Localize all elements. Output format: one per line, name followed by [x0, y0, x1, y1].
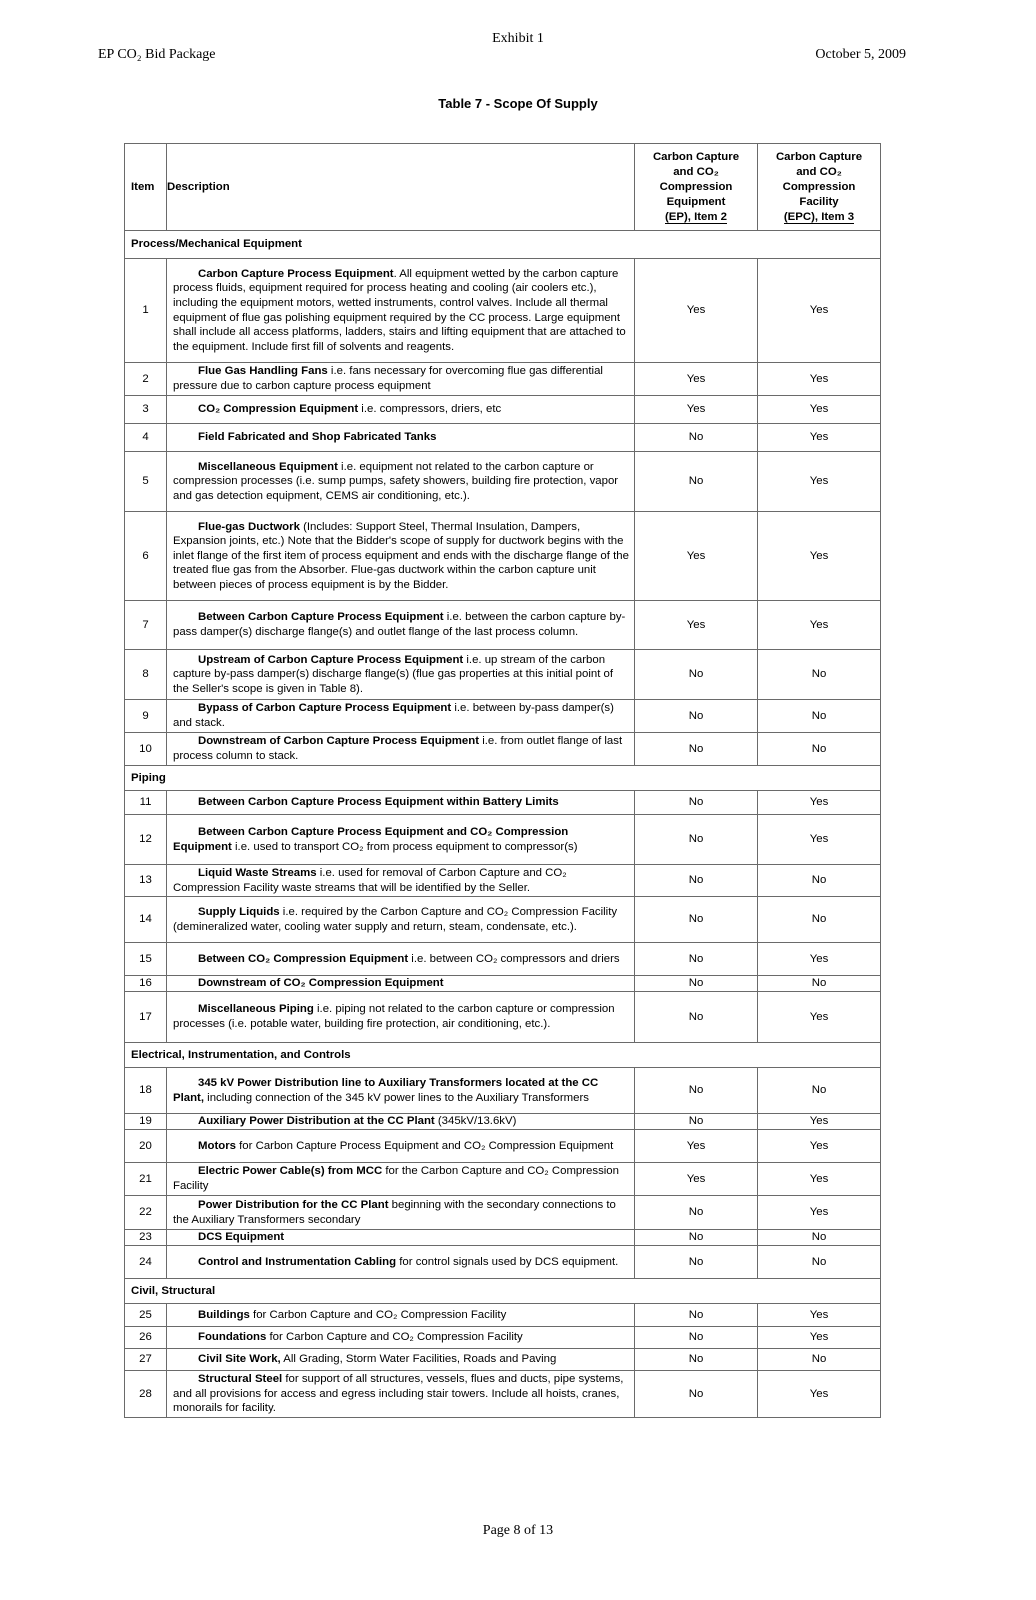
epc-scope-value: Yes [758, 791, 881, 815]
table-row [125, 1163, 881, 1196]
ep-scope-value: No [635, 1068, 758, 1114]
table-row [125, 1230, 881, 1246]
epc-scope-value: Yes [758, 943, 881, 976]
item-detail: . All equipment wetted by the carbon capture process fluids, equipment required for process heating and cooling (air coolers etc.), including the equipment motors, wetted instruments, control valves. Include all thermal equipment of flue gas polishing equipment required by the CC process. Large equipment shall include all access platforms, ladders, stairs and lifting equipment that are attached to the equipment. Include first fill of solvents and reagents. [173, 267, 626, 353]
item-description [167, 865, 635, 897]
item-description [167, 1068, 635, 1114]
section-header-row [125, 766, 881, 791]
item-description [167, 733, 635, 766]
item-detail: for support of all structures, vessels, flues and ducts, pipe systems, and all provisions for access and egress including stair towers. Include all hoists, cranes, monorails for facility. [173, 1373, 624, 1415]
table-title: Table 7 - Scope Of Supply [438, 96, 598, 111]
item-description [167, 396, 635, 424]
epc-scope-value: Yes [758, 512, 881, 601]
item-detail: for control signals used by DCS equipment. [396, 1255, 619, 1268]
item-number: 13 [125, 865, 167, 897]
table-row [125, 1349, 881, 1371]
epc-scope-value: No [758, 1230, 881, 1246]
item-number: 25 [125, 1304, 167, 1327]
epc-scope-value: No [758, 897, 881, 943]
epc-scope-value: Yes [758, 1114, 881, 1130]
item-name: Between Carbon Capture Process Equipment within Battery Limits [198, 796, 559, 809]
item-description [167, 1230, 635, 1246]
epc-scope-value: Yes [758, 815, 881, 865]
table-row [125, 1327, 881, 1349]
item-name: 345 kV Power Distribution line to Auxiliary Transformers located at the CC Plant, [173, 1076, 599, 1104]
item-detail: i.e. up stream of the carbon capture by-pass damper(s) discharge flange(s) (flue gas properties at this initial point of the Seller's scope is given in Table 8). [173, 653, 614, 695]
page-number: Page 8 of 13 [482, 1523, 554, 1538]
item-name: Carbon Capture Process Equipment [198, 267, 394, 280]
item-number: 12 [125, 815, 167, 865]
description-column-header: Description [167, 144, 635, 231]
item-description [167, 1327, 635, 1349]
item-number: 9 [125, 700, 167, 733]
item-number: 11 [125, 791, 167, 815]
item-number: 3 [125, 396, 167, 424]
epc-scope-value: Yes [758, 396, 881, 424]
item-number: 8 [125, 650, 167, 700]
item-number: 1 [125, 259, 167, 363]
item-description [167, 650, 635, 700]
epc-scope-value: Yes [758, 363, 881, 396]
item-name: Foundations [198, 1331, 267, 1344]
epc-scope-value: Yes [758, 452, 881, 512]
ep-scope-value: Yes [635, 1163, 758, 1196]
item-name: Between CO₂ Compression Equipment [198, 952, 409, 965]
column-header-line: Equipment [666, 195, 726, 208]
item-detail: beginning with the secondary connections to the Auxiliary Transformers secondary [173, 1198, 616, 1226]
ep-scope-value: No [635, 1230, 758, 1246]
item-name: Bypass of Carbon Capture Process Equipment [198, 702, 452, 715]
item-detail: for Carbon Capture and CO₂ Compression Facility [249, 1308, 507, 1321]
item-detail: i.e. used to transport CO₂ from process equipment to compressor(s) [231, 840, 578, 853]
column-header-line: Carbon Capture [652, 150, 740, 163]
ep-scope-value: No [635, 650, 758, 700]
item-detail: i.e. required by the Carbon Capture and CO₂ Compression Facility (demineralized water, cooling water supply and return, steam, condensate, etc.). [173, 905, 618, 933]
item-number: 15 [125, 943, 167, 976]
item-name: Control and Instrumentation Cabling [198, 1255, 397, 1268]
epc-scope-value: Yes [758, 259, 881, 363]
item-description [167, 1304, 635, 1327]
item-detail: for Carbon Capture Process Equipment and CO₂ Compression Equipment [235, 1139, 614, 1152]
header-left: EP CO₂ Bid Package [98, 47, 216, 62]
ep-scope-value: No [635, 733, 758, 766]
item-description [167, 791, 635, 815]
item-detail: (345kV/13.6kV) [434, 1115, 517, 1128]
epc-scope-value: Yes [758, 601, 881, 650]
epc-scope-value: No [758, 1068, 881, 1114]
item-name: Liquid Waste Streams [198, 866, 317, 879]
ep-scope-value: No [635, 424, 758, 452]
item-detail: i.e. used for removal of Carbon Capture and CO₂ Compression Facility waste streams that will be identified by the Seller. [173, 866, 567, 894]
section-title: Civil, Structural [125, 1279, 881, 1304]
item-name: Electric Power Cable(s) from MCC [198, 1165, 383, 1178]
item-number: 4 [125, 424, 167, 452]
header-date: October 5, 2009 [815, 47, 906, 62]
ep-scope-value: No [635, 1327, 758, 1349]
table-row [125, 791, 881, 815]
item-name: Civil Site Work, [198, 1353, 281, 1366]
item-description [167, 700, 635, 733]
item-number: 2 [125, 363, 167, 396]
item-name: Miscellaneous Equipment [198, 460, 338, 473]
table-row [125, 601, 881, 650]
item-name: Downstream of CO₂ Compression Equipment [198, 977, 444, 990]
item-description [167, 992, 635, 1043]
ep-scope-value: No [635, 1371, 758, 1418]
table-row [125, 733, 881, 766]
ep-scope-value: Yes [635, 363, 758, 396]
ep-scope-value: Yes [635, 601, 758, 650]
column-header-line: and CO₂ [673, 165, 719, 178]
item-name: Miscellaneous Piping [198, 1003, 314, 1016]
item-number: 20 [125, 1130, 167, 1163]
item-number: 17 [125, 992, 167, 1043]
item-name: CO₂ Compression Equipment [198, 403, 359, 416]
epc-scope-value: No [758, 733, 881, 766]
item-number: 27 [125, 1349, 167, 1371]
item-description [167, 1196, 635, 1230]
item-description [167, 259, 635, 363]
item-name: Buildings [198, 1308, 250, 1321]
epc-scope-value: Yes [758, 1163, 881, 1196]
epc-scope-value: Yes [758, 1130, 881, 1163]
item-detail: i.e. equipment not related to the carbon capture or compression processes (i.e. sump pumps, safety showers, building fire protection, vapor and gas detection equipment, CEMS air conditioning, etc.). [173, 460, 619, 502]
ep-scope-value: Yes [635, 512, 758, 601]
ep-scope-value: No [635, 943, 758, 976]
scope-table-body [125, 144, 881, 1418]
item-description [167, 815, 635, 865]
ep-scope-value: Yes [635, 396, 758, 424]
item-name: DCS Equipment [198, 1231, 285, 1244]
table-row [125, 1130, 881, 1163]
table-row [125, 396, 881, 424]
ep-scope-value: No [635, 1246, 758, 1279]
item-description [167, 452, 635, 512]
ep-scope-value: No [635, 815, 758, 865]
item-detail: All Grading, Storm Water Facilities, Roads and Paving [280, 1353, 557, 1366]
table-row [125, 865, 881, 897]
table-row [125, 1371, 881, 1418]
ep-scope-value: No [635, 791, 758, 815]
table-row [125, 1304, 881, 1327]
table-row [125, 700, 881, 733]
item-number: 26 [125, 1327, 167, 1349]
epc-scope-value: No [758, 865, 881, 897]
item-detail: for the Carbon Capture and CO₂ Compression Facility [173, 1165, 619, 1192]
table-row [125, 1246, 881, 1279]
item-description [167, 1246, 635, 1279]
item-description [167, 976, 635, 992]
epc-scope-value: No [758, 650, 881, 700]
item-number: 23 [125, 1230, 167, 1246]
section-title: Electrical, Instrumentation, and Controls [125, 1043, 881, 1068]
item-number: 6 [125, 512, 167, 601]
table-row [125, 650, 881, 700]
table-row [125, 1068, 881, 1114]
epc-scope-value: Yes [758, 1371, 881, 1418]
column-header-line: Compression [659, 180, 733, 193]
item-name: Supply Liquids [198, 905, 280, 918]
item-detail: i.e. from outlet flange of last process column to stack. [173, 735, 623, 762]
epc-scope-value: No [758, 976, 881, 992]
item-name: Motors [198, 1139, 236, 1152]
item-detail: i.e. fans necessary for overcoming flue gas differential pressure due to carbon capture process equipment [173, 365, 603, 392]
item-name: Upstream of Carbon Capture Process Equipment [198, 653, 464, 666]
item-detail: i.e. between by-pass damper(s) and stack. [173, 702, 614, 729]
table-row [125, 363, 881, 396]
item-description [167, 1163, 635, 1196]
item-number: 22 [125, 1196, 167, 1230]
epc-scope-value: Yes [758, 1327, 881, 1349]
item-detail: i.e. piping not related to the carbon capture or compression processes (i.e. potable water, building fire protection, air conditioning, etc.). [173, 1003, 615, 1030]
item-name: Between Carbon Capture Process Equipment and CO₂ Compression Equipment [173, 825, 569, 853]
item-detail: including connection of the 345 kV power lines to the Auxiliary Transformers [204, 1091, 589, 1104]
ep-scope-value: No [635, 452, 758, 512]
ep-column-header [635, 144, 758, 231]
item-description [167, 1371, 635, 1418]
section-header-row [125, 231, 881, 259]
ep-scope-value: Yes [635, 259, 758, 363]
column-header-line: and CO₂ [796, 165, 842, 178]
ep-scope-value: No [635, 1304, 758, 1327]
epc-scope-value: Yes [758, 424, 881, 452]
table-row [125, 452, 881, 512]
column-header-line: Carbon Capture [775, 150, 863, 163]
item-description [167, 1114, 635, 1130]
item-detail: for Carbon Capture and CO₂ Compression Facility [266, 1331, 523, 1344]
column-header-line: (EP), Item 2 [664, 210, 728, 223]
item-description [167, 512, 635, 601]
ep-scope-value: No [635, 865, 758, 897]
item-name: Flue-gas Ductwork [198, 520, 300, 533]
item-description [167, 601, 635, 650]
table-row [125, 992, 881, 1043]
item-description [167, 363, 635, 396]
epc-scope-value: Yes [758, 1304, 881, 1327]
ep-scope-value: No [635, 1349, 758, 1371]
item-name: Power Distribution for the CC Plant [198, 1198, 389, 1211]
scope-of-supply-table [124, 143, 881, 1418]
epc-scope-value: No [758, 1246, 881, 1279]
table-row [125, 424, 881, 452]
item-description [167, 1130, 635, 1163]
item-number: 5 [125, 452, 167, 512]
section-header-row [125, 1043, 881, 1068]
ep-scope-value: Yes [635, 1130, 758, 1163]
item-number: 19 [125, 1114, 167, 1130]
table-row [125, 1114, 881, 1130]
item-number: 28 [125, 1371, 167, 1418]
column-header-line: (EPC), Item 3 [783, 210, 855, 223]
ep-scope-value: No [635, 992, 758, 1043]
section-title: Piping [125, 766, 881, 791]
item-number: 7 [125, 601, 167, 650]
epc-scope-value: Yes [758, 992, 881, 1043]
ep-scope-value: No [635, 897, 758, 943]
item-name: Auxiliary Power Distribution at the CC Plant [198, 1115, 435, 1128]
ep-scope-value: No [635, 1196, 758, 1230]
table-row [125, 512, 881, 601]
epc-scope-value: No [758, 1349, 881, 1371]
epc-column-header [758, 144, 881, 231]
item-name: Between Carbon Capture Process Equipment [198, 611, 444, 624]
table-row [125, 897, 881, 943]
item-description [167, 1349, 635, 1371]
item-number: 16 [125, 976, 167, 992]
item-name: Downstream of Carbon Capture Process Equipment [198, 735, 480, 748]
item-number: 14 [125, 897, 167, 943]
item-detail: (Includes: Support Steel, Thermal Insulation, Dampers, Expansion joints, etc.) Note that the Bidder's scope of supply for ductwork begins with the inlet flange of the first item of process equipment and ends with the discharge flange of the treated flue gas from the Absorber. Flue-gas ductwork within the carbon capture unit between pieces of process equipment is by the Bidder. [173, 520, 629, 591]
epc-scope-value: Yes [758, 1196, 881, 1230]
section-title: Process/Mechanical Equipment [125, 231, 881, 259]
ep-scope-value: No [635, 1114, 758, 1130]
table-header-row [125, 144, 881, 231]
item-name: Flue Gas Handling Fans [198, 365, 328, 378]
table-row [125, 1196, 881, 1230]
item-description [167, 424, 635, 452]
section-header-row [125, 1279, 881, 1304]
item-description [167, 897, 635, 943]
item-detail: i.e. compressors, driers, etc [358, 403, 502, 416]
item-name: Structural Steel [198, 1373, 283, 1386]
exhibit-label: Exhibit 1 [492, 31, 544, 46]
table-row [125, 259, 881, 363]
ep-scope-value: No [635, 700, 758, 733]
item-number: 21 [125, 1163, 167, 1196]
item-number: 10 [125, 733, 167, 766]
epc-scope-value: No [758, 700, 881, 733]
item-description [167, 943, 635, 976]
column-header-line: Compression [782, 180, 856, 193]
item-detail: i.e. between the carbon capture by-pass damper(s) discharge flange(s) and outlet flange of the last process column. [173, 611, 626, 638]
item-detail: i.e. between CO₂ compressors and driers [408, 952, 620, 965]
ep-scope-value: No [635, 976, 758, 992]
table-row [125, 815, 881, 865]
table-row [125, 943, 881, 976]
item-number: 24 [125, 1246, 167, 1279]
item-name: Field Fabricated and Shop Fabricated Tanks [198, 431, 437, 444]
item-column-header: Item [125, 144, 167, 231]
table-row [125, 976, 881, 992]
column-header-line: Facility [799, 195, 839, 208]
item-number: 18 [125, 1068, 167, 1114]
